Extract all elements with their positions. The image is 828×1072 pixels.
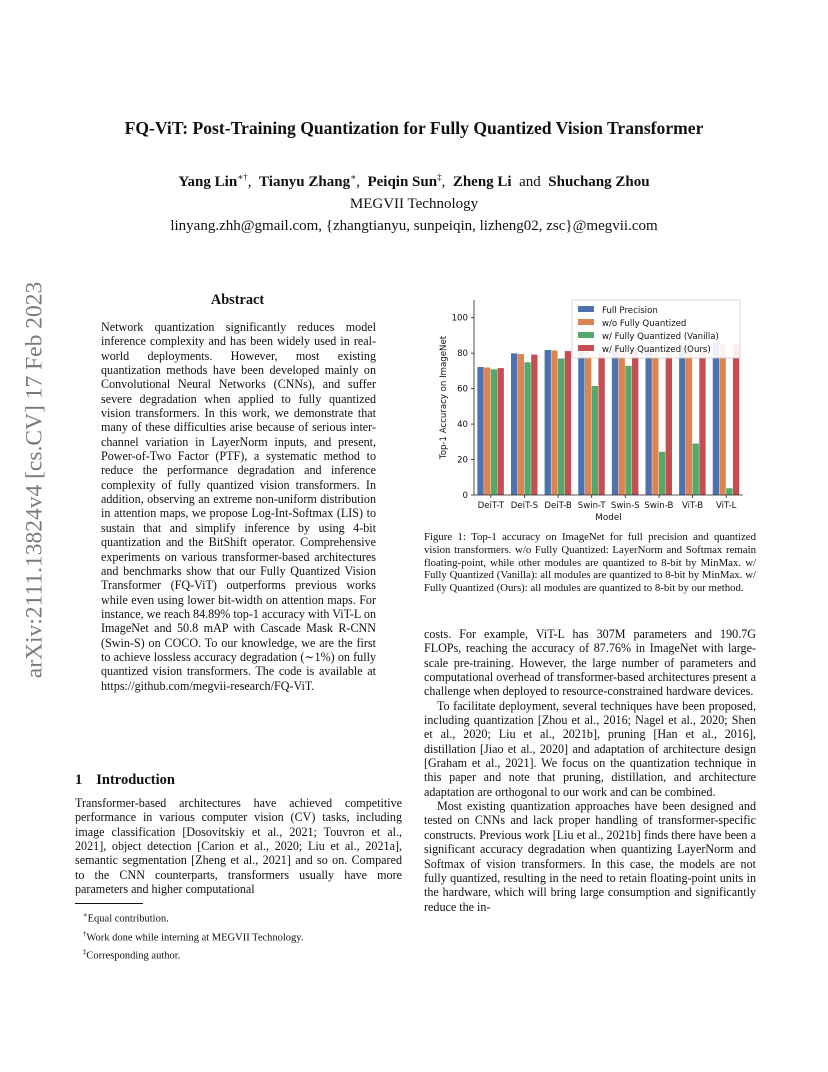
- footnote-text: Corresponding author.: [86, 950, 181, 962]
- bar-vit-b-s3: [699, 347, 705, 495]
- legend-label: w/ Fully Quantized (Vanilla): [602, 332, 719, 342]
- x-tick-label: Swin-T: [577, 501, 606, 511]
- y-axis-label: Top-1 Accuracy on ImageNet: [439, 335, 449, 460]
- figure-caption: Figure 1: Top-1 accuracy on ImageNet for full precision and quantized vision transformers. w/o Fully Quantized: LayerNorm and Softmax remain floating-point, while other modules are quantized to 8-bit by MinMax. w/ Fully Quantized (Vanilla): all modules are quantized to 8-bit by MinMax. w/ Fully Quantized (Ours): all modules are quantized to 8-bit by our method.: [424, 531, 756, 595]
- author-mark: ‡: [437, 172, 442, 182]
- x-axis-label: Model: [595, 513, 622, 523]
- footnote-mark: †: [82, 929, 87, 938]
- legend-swatch: [578, 319, 594, 325]
- bar-vit-b-s1: [686, 346, 692, 495]
- bar-deit-s-s3: [531, 355, 537, 495]
- y-tick-label: 40: [457, 420, 468, 431]
- bar-swin-s-s0: [612, 348, 618, 495]
- bar-deit-b-s2: [558, 359, 564, 496]
- x-tick-label: Swin-B: [644, 501, 674, 511]
- footnote-rule: [75, 903, 143, 904]
- bar-swin-b-s2: [659, 452, 665, 495]
- footnote-text: Equal contribution.: [87, 913, 169, 925]
- accuracy-bar-chart: [432, 290, 752, 526]
- bar-swin-b-s1: [652, 347, 658, 495]
- footnote-mark: ‡: [82, 948, 87, 956]
- x-tick-label: Swin-S: [610, 501, 640, 511]
- author-separator: ,: [356, 174, 360, 190]
- x-tick-label: DeiT-B: [544, 501, 572, 511]
- bar-swin-b-s0: [645, 347, 651, 495]
- bar-vit-l-s0: [713, 343, 719, 495]
- bar-deit-b-s0: [545, 350, 551, 495]
- intro-paragraph: Most existing quantization approaches have been designed and tested on CNNs and lack proper handling of transformer-specific constructs. Previous work [Liu et al., 2021b] finds there have been a significant accuracy degradation when quantizing LayerNorm and Softmax of vision transformers. In this case, the models are not fully quantized, resulting in the need to retain floating-point units in the hardware, which will bring large consumption and significantly reduce the in-: [424, 799, 756, 914]
- bar-deit-b-s3: [565, 351, 571, 495]
- bar-deit-t-s3: [498, 368, 504, 495]
- arxiv-id: arXiv:2111.13824v4 [cs.CV] 17 Feb 2023: [21, 281, 48, 679]
- bar-vit-l-s1: [719, 343, 725, 495]
- x-tick-label: DeiT-S: [510, 501, 539, 511]
- abstract-text: Network quantization significantly reduces model inference complexity and has been widely used in real-world deployments. However, most existing quantization methods have been developed mainly on Convolutional Neural Networks (CNNs), and suffer severe degradation when applied to fully quantized vision transformers. In this work, we demonstrate that many of these difficulties arise because of serious inter-channel variation in LayerNorm inputs, and present, Power-of-Two Factor (PTF), a systematic method to reduce the performance degradation and inference complexity of fully quantized vision transformers. In addition, observing an extreme non-uniform distribution in attention maps, we propose Log-Int-Softmax (LIS) to sustain that and simplify inference by using 4-bit quantization and the BitShift operator. Comprehensive experiments on various transformer-based architectures and benchmarks show that our Fully Quantized Vision Transformer (FQ-ViT) outperforms previous works while even using lower bit-width on attention maps. For instance, we reach 84.89% top-1 accuracy with ViT-L on ImageNet and 50.8 mAP with Cascade Mask R-CNN (Swin-S) on COCO. To our knowledge, we are the first to achieve lossless accuracy degradation (∼1%) on fully quantized vision transformers. The code is available at https://github.com/megvii-research/FQ-ViT.: [101, 320, 376, 693]
- intro-paragraph: To facilitate deployment, several techniques have been proposed, including quantization [Zhou et al., 2016; Nagel et al., 2020; Shen et al., 2020; Liu et al., 2021b], pruning [Han et al., 2016], distillation [Jiao et al., 2020] and adaptation of architecture design [Graham et al., 2021]. We focus on the quantization technique in this paper and note that pruning, distillation, and architecture adaptation are orthogonal to our work and can be combined.: [424, 698, 756, 799]
- bar-swin-t-s2: [592, 386, 598, 495]
- bar-deit-s-s0: [511, 353, 517, 495]
- legend-swatch: [578, 345, 594, 351]
- bar-swin-b-s3: [666, 348, 672, 495]
- footnote-text: Work done while interning at MEGVII Technology.: [86, 932, 304, 943]
- author-name: Yang Lin: [178, 174, 238, 190]
- abstract-heading: Abstract: [210, 292, 265, 308]
- y-tick-label: 0: [462, 491, 468, 501]
- footnote: [75, 927, 402, 946]
- paper-title: FQ-ViT: Post-Training Quantization for Fully Quantized Vision Transformer: [124, 118, 704, 138]
- bar-vit-l-s3: [733, 345, 739, 496]
- y-tick-label: 20: [457, 455, 468, 466]
- affiliation: MEGVII Technology: [349, 196, 479, 212]
- bar-deit-t-s2: [491, 369, 497, 495]
- footnote-mark: ∗: [82, 911, 88, 919]
- author-emails: linyang.zhh@gmail.com, {zhangtianyu, sunpeiqin, lizheng02, zsc}@megvii.com: [170, 218, 658, 234]
- intro-paragraph-continued: costs. For example, ViT-L has 307M parameters and 190.7G FLOPs, reaching the accuracy of 87.76% in ImageNet with large-scale pre-training. However, the large number of parameters and computational overhead of transformer-based architectures present a challenge when deployed to resource-constrained hardware devices.: [424, 627, 756, 699]
- bar-deit-s-s1: [518, 354, 524, 495]
- legend-label: Full Precision: [602, 306, 658, 316]
- x-tick-label: ViT-L: [715, 501, 737, 511]
- footnotes: [75, 908, 402, 964]
- bar-deit-b-s1: [551, 351, 557, 495]
- author-name: Zheng Li: [452, 174, 512, 190]
- y-tick-label: 80: [457, 349, 468, 360]
- bar-deit-t-s0: [477, 367, 483, 495]
- section-title: Introduction: [96, 772, 175, 788]
- footnote: [75, 945, 402, 964]
- author-name: Peiqin Sun: [367, 174, 438, 190]
- author-name: Tianyu Zhang: [259, 174, 351, 190]
- section-number: 1: [75, 772, 83, 788]
- bar-deit-s-s2: [524, 362, 530, 495]
- bar-vit-b-s2: [693, 444, 699, 495]
- legend-swatch: [578, 306, 594, 312]
- author-name: Shuchang Zhou: [548, 174, 650, 190]
- bar-swin-s-s3: [632, 348, 638, 495]
- y-tick-label: 60: [457, 384, 468, 395]
- legend-label: w/ Fully Quantized (Ours): [602, 345, 711, 355]
- bar-swin-s-s1: [619, 348, 625, 495]
- bar-swin-t-s1: [585, 352, 591, 495]
- intro-paragraph: Transformer-based architectures have achieved competitive performance in various computer vision (CV) tasks, including image classification [Dosovitskiy et al., 2021; Touvron et al., 2021], object detection [Carion et al., 2020; Liu et al., 2021a], semantic segmentation [Zheng et al., 2021] and so on. Compared to the CNN counterparts, transformers usually have more parameters and higher computational: [75, 796, 402, 897]
- right-column-text: [424, 627, 756, 914]
- bar-vit-b-s0: [679, 345, 685, 495]
- x-tick-label: ViT-B: [681, 501, 704, 511]
- footnote: [75, 908, 402, 927]
- bar-deit-t-s1: [484, 368, 490, 495]
- y-tick-label: 100: [451, 313, 468, 324]
- bar-swin-t-s3: [598, 352, 604, 495]
- bar-vit-l-s2: [726, 488, 732, 495]
- author-mark: ∗†: [237, 172, 248, 182]
- legend-swatch: [578, 332, 594, 338]
- author-separator: ,: [441, 174, 446, 190]
- legend-label: w/o Fully Quantized: [602, 319, 687, 329]
- x-tick-label: DeiT-T: [477, 501, 504, 511]
- bar-swin-t-s0: [578, 351, 584, 495]
- section-heading: [75, 772, 175, 789]
- bar-swin-s-s2: [625, 366, 631, 495]
- author-separator: ,: [247, 174, 252, 190]
- author-list: [0, 172, 828, 191]
- author-mark: ∗: [350, 172, 357, 182]
- author-and: and: [519, 174, 541, 190]
